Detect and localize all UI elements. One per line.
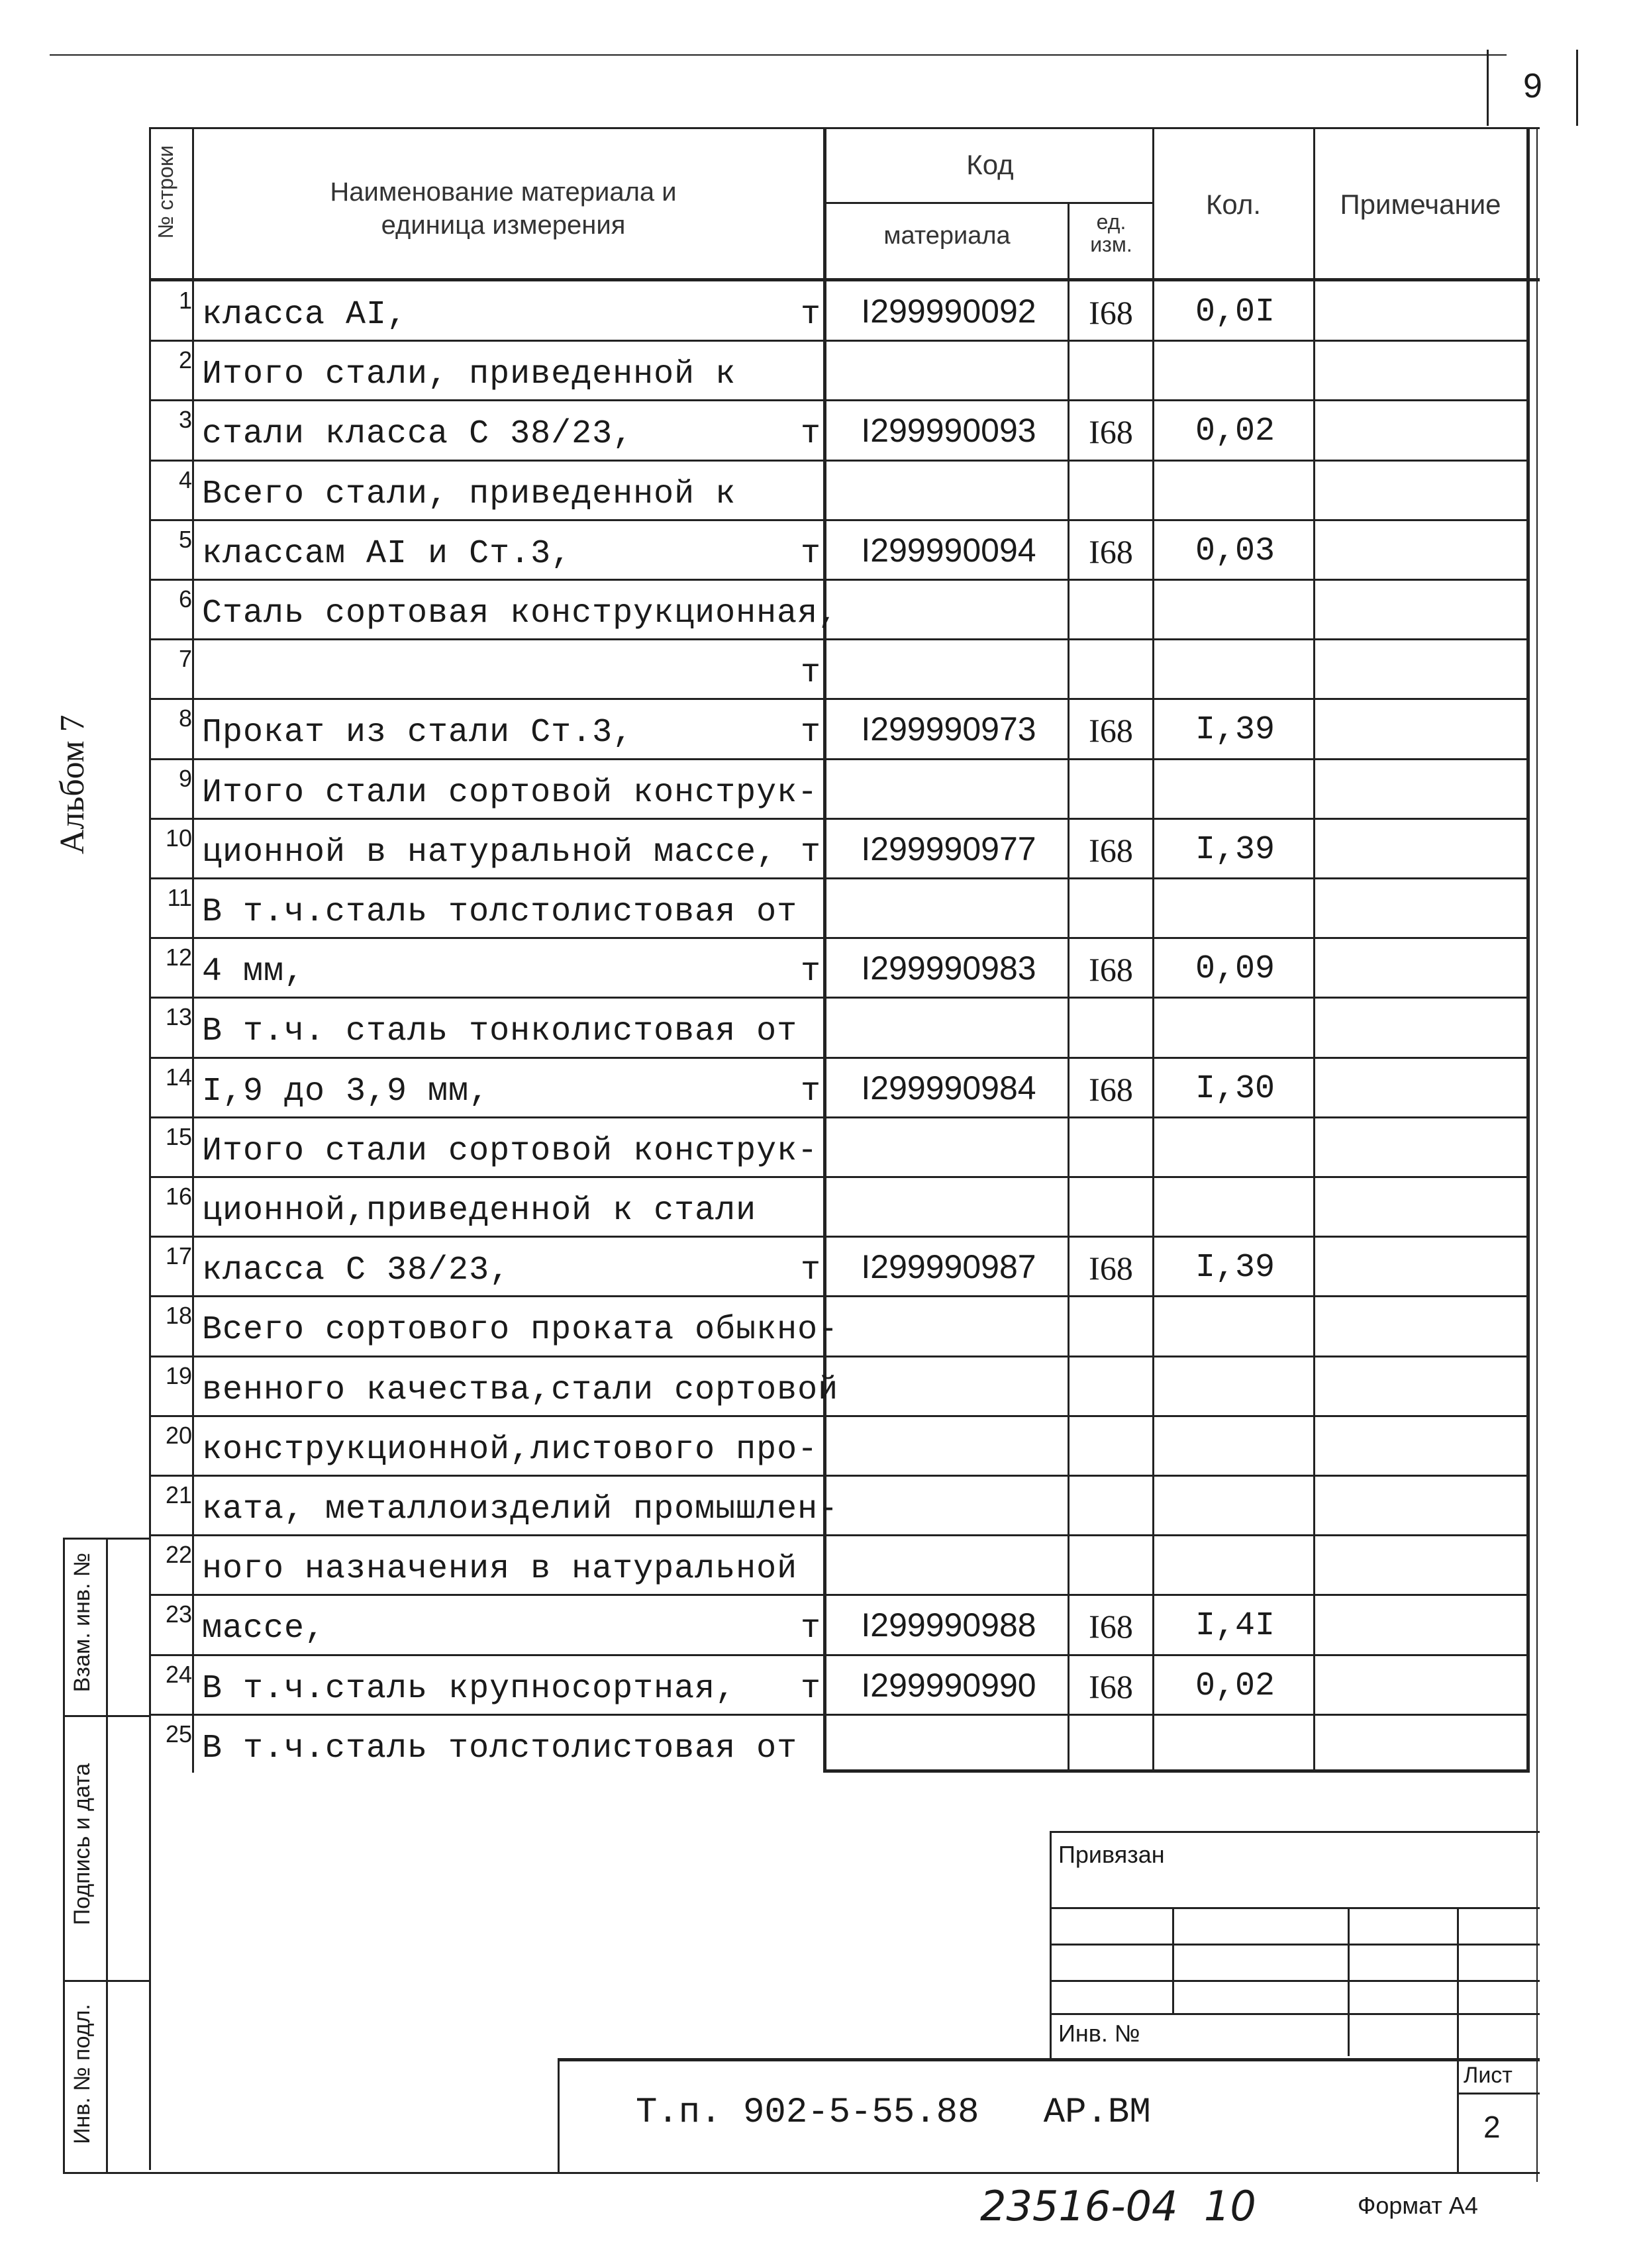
row-name: ката, металлоизделий промышлен- [202, 1491, 839, 1528]
row-name: Всего стали, приведенной к [202, 475, 736, 513]
row-code: I299990977 [861, 830, 1036, 867]
row-divider [149, 638, 1528, 640]
row-number: 6 [178, 585, 192, 613]
row-name: стали класса С 38/23, [202, 415, 634, 454]
row-name: Всего сортового проката обыкно- [202, 1311, 839, 1350]
col-rowno-right [192, 127, 194, 1773]
tb-privyazan: Привязан [1058, 1841, 1165, 1868]
row-number: 15 [165, 1122, 192, 1150]
row-unit-code: I68 [1089, 1250, 1133, 1287]
row-name: классa AI, [202, 296, 408, 334]
row-name: Прокат из стали Ст.3, [202, 714, 634, 752]
row-unit-code: I68 [1089, 532, 1133, 570]
tb-doc-code: Т.п. 902-5-55.88 АР.ВМ [636, 2093, 1151, 2133]
stamp-inner [106, 1538, 108, 2173]
row-unit-letter: т [800, 833, 821, 871]
row-unit-letter: т [800, 1610, 821, 1648]
row-number: 13 [165, 1003, 192, 1031]
row-code: I299990973 [861, 711, 1036, 748]
tb-line-2 [1050, 1944, 1540, 1946]
row-number: 16 [165, 1183, 192, 1210]
row-divider [149, 1057, 1528, 1059]
row-number: 17 [165, 1242, 192, 1270]
row-qty: I,4I [1195, 1607, 1275, 1646]
row-number: 19 [165, 1361, 192, 1389]
row-unit-code: I68 [1089, 831, 1133, 869]
tb-main-top [558, 2058, 1540, 2061]
header-name: Наименование материала и единица измерения [330, 177, 677, 240]
row-number: 1 [178, 287, 192, 314]
row-code: I299990093 [861, 412, 1036, 450]
header-code: Код [966, 149, 1014, 180]
row-divider [149, 460, 1528, 462]
row-number: 2 [178, 346, 192, 374]
header-note: Примечание [1340, 189, 1501, 220]
row-code: I299990094 [861, 531, 1036, 569]
page-number-box-right [1576, 50, 1578, 126]
tb-line-3 [1050, 1980, 1540, 1982]
row-name: В т.ч.сталь толстолистовая от [202, 1729, 798, 1767]
row-unit-code: I68 [1089, 1667, 1133, 1705]
row-number: 21 [165, 1481, 192, 1508]
row-name: 4 мм, [202, 953, 305, 991]
row-divider [149, 1116, 1528, 1118]
row-name: классам AI и Ст.3, [202, 534, 572, 573]
row-name: ционной,приведенной к стали [202, 1192, 757, 1230]
row-unit-code: I68 [1089, 1608, 1133, 1646]
tb-vline-3 [1457, 1907, 1459, 2172]
row-divider [149, 818, 1528, 820]
row-name: Итого стали, приведенной к [202, 356, 736, 394]
row-name: Итого стали сортовой конструк- [202, 773, 819, 812]
row-unit-code: I68 [1089, 951, 1133, 989]
row-divider [149, 1415, 1528, 1417]
row-number: 9 [178, 764, 192, 792]
row-divider [149, 1594, 1528, 1596]
row-number: 12 [165, 944, 192, 971]
stamp-sep-1 [63, 1715, 149, 1717]
header-row-no: № строки [154, 145, 177, 239]
row-number: 3 [178, 406, 192, 434]
row-divider [149, 1475, 1528, 1477]
page-number-box-left [1487, 50, 1489, 126]
header-code-material: материала [883, 222, 1011, 250]
code-subheader-line [823, 202, 1152, 204]
row-number: 22 [165, 1541, 192, 1569]
row-code: I299990092 [861, 293, 1036, 330]
row-code: I299990983 [861, 950, 1036, 987]
row-qty: 0,09 [1195, 950, 1275, 989]
tb-line-4 [1050, 2013, 1540, 2015]
row-name: венного качества,стали сортовой [202, 1371, 839, 1409]
row-name: массе, [202, 1610, 326, 1648]
stamp-vzam: Взам. инв. № [70, 1552, 95, 1693]
row-code: I299990988 [861, 1606, 1036, 1644]
row-unit-code: I68 [1089, 712, 1133, 750]
row-qty: 0,03 [1195, 532, 1275, 570]
row-number: 14 [165, 1063, 192, 1091]
row-divider [149, 758, 1528, 760]
row-qty: 0,0I [1195, 293, 1275, 331]
tb-list-label: Лист [1464, 2063, 1513, 2088]
album-label: Альбом 7 [54, 715, 91, 854]
row-divider [149, 698, 1528, 700]
row-unit-letter: т [800, 714, 821, 752]
row-number: 18 [165, 1302, 192, 1330]
row-name: Итого стали сортовой конструк- [202, 1132, 819, 1170]
row-qty: I,39 [1195, 711, 1275, 750]
row-unit-code: I68 [1089, 413, 1133, 451]
row-name: класса С 38/23, [202, 1252, 511, 1290]
top-rule [50, 54, 1507, 56]
row-unit-code: I68 [1089, 294, 1133, 331]
page-number: 9 [1523, 67, 1542, 105]
header-code-unit: ед. изм. [1090, 210, 1132, 256]
row-divider [149, 1714, 1528, 1716]
stamp-podpis: Подпись и дата [70, 1763, 95, 1926]
row-divider [149, 877, 1528, 879]
row-divider [149, 1654, 1528, 1656]
table-top [149, 127, 1540, 129]
row-divider [149, 340, 1528, 342]
row-divider [149, 997, 1528, 999]
row-qty: I,39 [1195, 830, 1275, 869]
row-number: 11 [167, 884, 192, 911]
row-divider [149, 579, 1528, 581]
row-divider [149, 399, 1528, 401]
row-unit-letter: т [800, 1072, 821, 1110]
tb-list-sep [1457, 2093, 1540, 2095]
row-unit-letter: т [800, 1252, 821, 1290]
row-code: I299990987 [861, 1248, 1036, 1286]
page-bottom-border [63, 2172, 1540, 2174]
row-name: ного назначения в натуральной [202, 1550, 798, 1589]
row-unit-letter: т [800, 1669, 821, 1708]
tb-list-no: 2 [1483, 2110, 1501, 2144]
row-unit-code: I68 [1089, 1070, 1133, 1108]
row-unit-letter: т [800, 654, 821, 693]
row-unit-letter: т [800, 296, 821, 334]
col-code-right [1068, 202, 1070, 1773]
col-note-right [1526, 127, 1530, 1773]
row-name: В т.ч.сталь толстолистовая от [202, 893, 798, 931]
row-name: Сталь сортовая конструкционная, [202, 595, 839, 632]
tb-inv-no: Инв. № [1058, 2020, 1140, 2047]
row-number: 25 [165, 1720, 192, 1748]
row-number: 8 [178, 705, 192, 732]
tb-main-left [558, 2058, 560, 2172]
row-qty: 0,02 [1195, 1667, 1275, 1705]
right-border [1536, 129, 1538, 2182]
row-unit-letter: т [800, 534, 821, 573]
row-divider [149, 519, 1528, 521]
tb-vline-2 [1348, 1907, 1350, 2056]
row-divider [149, 1356, 1528, 1357]
row-divider [149, 1236, 1528, 1238]
row-divider [149, 1295, 1528, 1297]
header-qty: Кол. [1205, 189, 1262, 220]
row-number: 7 [178, 645, 192, 673]
row-unit-letter: т [800, 953, 821, 991]
row-number: 4 [178, 466, 192, 493]
col-qty-right [1313, 127, 1315, 1773]
row-name: В т.ч.сталь крупносортная, [202, 1669, 736, 1708]
row-number: 10 [165, 824, 192, 852]
stamp-inv-podl: Инв. № подл. [70, 2004, 95, 2144]
row-qty: 0,02 [1195, 413, 1275, 451]
tb-line-1 [1050, 1907, 1540, 1909]
row-unit-letter: т [800, 415, 821, 454]
row-name: I,9 до 3,9 мм, [202, 1072, 490, 1110]
format-label: Формат А4 [1358, 2192, 1478, 2219]
row-name: конструкционной,листового про- [202, 1430, 819, 1469]
stamp-outer-left [63, 1538, 65, 2173]
row-name: ционной в натуральной массе, [202, 833, 777, 871]
row-code: I299990990 [861, 1666, 1036, 1704]
table-bottom [823, 1769, 1528, 1773]
row-number: 24 [165, 1660, 192, 1688]
row-number: 5 [178, 525, 192, 553]
col-unit-right [1152, 127, 1154, 1773]
row-qty: I,30 [1195, 1069, 1275, 1108]
row-number: 23 [165, 1601, 192, 1628]
tb-vline-1 [1172, 1907, 1174, 2013]
row-name: В т.ч. сталь тонколистовая от [202, 1012, 798, 1051]
row-qty: I,39 [1195, 1249, 1275, 1287]
row-divider [149, 1176, 1528, 1178]
row-divider [149, 937, 1528, 939]
row-divider [149, 1534, 1528, 1536]
row-number: 20 [165, 1421, 192, 1449]
tb-top [1050, 1831, 1540, 1833]
handwritten-number: 23516-04 10 [980, 2182, 1256, 2230]
row-code: I299990984 [861, 1069, 1036, 1107]
table-header-bottom [149, 278, 1540, 281]
